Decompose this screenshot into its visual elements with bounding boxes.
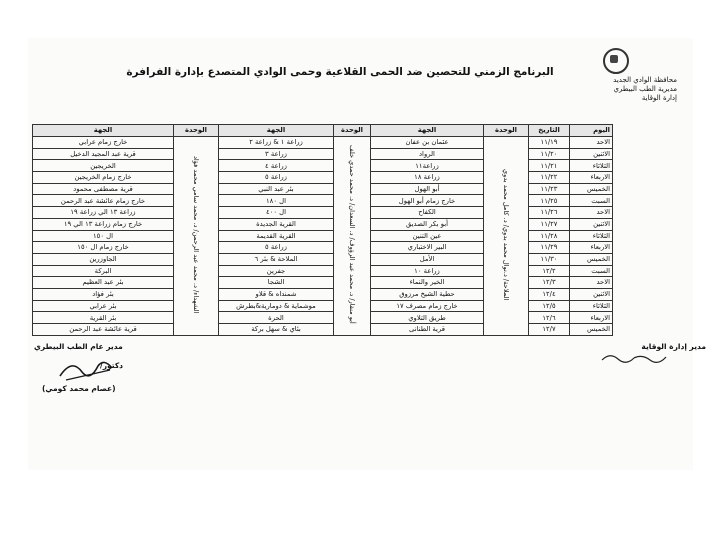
- cell-dest-1: خارج زمام أبو الهول: [371, 195, 484, 207]
- cell-date: ١١/٢١: [529, 160, 570, 172]
- cell-dest-3: بئر القرية: [33, 312, 174, 324]
- cell-day: السبت: [570, 195, 613, 207]
- cell-day: الاربعاء: [570, 172, 613, 184]
- col-unit-3: الوحدة: [174, 125, 219, 137]
- cell-date: ١٢/٥: [529, 300, 570, 312]
- cell-date: ١١/٢٩: [529, 242, 570, 254]
- cell-dest-1: طريق التلاوي: [371, 312, 484, 324]
- cell-date: ١٢/٤: [529, 288, 570, 300]
- cell-dest-2: القرية القديمة: [219, 230, 334, 242]
- col-dest-3: الجهة: [33, 125, 174, 137]
- cell-dest-3: ال ١٥٠: [33, 230, 174, 242]
- cell-day: الثلاثاء: [570, 160, 613, 172]
- cell-dest-2: موشماية & دومارية&بطرش: [219, 300, 334, 312]
- doctor-name: (عصام محمد كومي): [42, 384, 116, 393]
- cell-date: ١١/٢٨: [529, 230, 570, 242]
- cell-dest-2: بئر عبد النبي: [219, 183, 334, 195]
- cell-dest-1: الكفاح: [371, 207, 484, 219]
- cell-dest-2: شمنداه & قلاو: [219, 288, 334, 300]
- col-day: اليوم: [570, 125, 613, 137]
- cell-dest-1: عثمان بن عفان: [371, 137, 484, 149]
- cell-dest-1: قرية الطنانى: [371, 324, 484, 336]
- cell-dest-3: زراعة ١٣ الي زراعة ١٩: [33, 207, 174, 219]
- cell-dest-3: بئر فؤاد: [33, 288, 174, 300]
- cell-unit-2: [334, 137, 371, 336]
- col-unit-1: الوحدة: [484, 125, 529, 137]
- unit-1-label: الملاحة/ د.نوال محمد بدوي/ د. كامل محمد بدوي: [502, 168, 510, 300]
- header-governorate: محافظة الوادي الجديد: [613, 76, 677, 84]
- cell-dest-1: أبو بكر الصديق: [371, 218, 484, 230]
- cell-unit-1: [484, 137, 529, 336]
- cell-dest-2: زراعة ٥: [219, 172, 334, 184]
- signature-title-general-director: مدير عام الطب البيطري: [34, 342, 123, 351]
- col-dest-1: الجهة: [371, 125, 484, 137]
- signature-scribble-right: [600, 350, 670, 366]
- cell-dest-2: زراعة ١ & زراعة ٢: [219, 137, 334, 149]
- cell-day: الاحد: [570, 277, 613, 289]
- unit-3-label: الشهداء/ د. محمد عبد الرحمن/ د. محمد سامي محمد فؤاد: [192, 155, 200, 313]
- signature-title-prevention: مدير إدارة الوقاية: [641, 342, 706, 351]
- cell-day: الاحد: [570, 207, 613, 219]
- cell-dest-2: الحرة: [219, 312, 334, 324]
- cell-dest-2: القرية الجديدة: [219, 218, 334, 230]
- cell-day: الثلاثاء: [570, 300, 613, 312]
- cell-dest-3: قرية عبد المجيد الدخيل: [33, 148, 174, 160]
- cell-date: ١١/٢٣: [529, 183, 570, 195]
- cell-day: الاثنين: [570, 148, 613, 160]
- cell-date: ١٢/٢: [529, 265, 570, 277]
- cell-dest-3: خارج زمام عائشة عبد الرحمن: [33, 195, 174, 207]
- cell-dest-3: خارج زمام الخريجين: [33, 172, 174, 184]
- cell-dest-3: البركة: [33, 265, 174, 277]
- cell-day: الثلاثاء: [570, 230, 613, 242]
- cell-dest-2: ال ١٨٠: [219, 195, 334, 207]
- cell-dest-1: البير الاختباري: [371, 242, 484, 254]
- cell-date: ١٢/٧: [529, 324, 570, 336]
- doctor-label: دكتور/: [100, 361, 124, 370]
- header-department: إدارة الوقاية: [641, 94, 677, 102]
- ministry-logo: [603, 48, 629, 74]
- cell-day: الخميس: [570, 324, 613, 336]
- schedule-table: [32, 124, 613, 336]
- cell-dest-3: الجاوزرين: [33, 253, 174, 265]
- cell-date: ١١/٢٥: [529, 195, 570, 207]
- cell-dest-2: زراعة ٥: [219, 242, 334, 254]
- cell-date: ١١/٢٠: [529, 148, 570, 160]
- cell-dest-2: بئاي & سهل بركة: [219, 324, 334, 336]
- cell-dest-2: زراعة ٤: [219, 160, 334, 172]
- cell-day: الخميس: [570, 183, 613, 195]
- cell-day: الاحد: [570, 137, 613, 149]
- cell-dest-3: بئر عرابي: [33, 300, 174, 312]
- cell-dest-2: الملاحة & بئر ٦: [219, 253, 334, 265]
- cell-dest-2: ال ٤٠٠: [219, 207, 334, 219]
- cell-day: السبت: [570, 265, 613, 277]
- cell-unit-3: [174, 137, 219, 336]
- cell-dest-3: خارج زمام زراعة ١٣ الي ١٩: [33, 218, 174, 230]
- cell-date: ١١/٢٦: [529, 207, 570, 219]
- table-header-row: [33, 125, 613, 137]
- cell-dest-3: الخريجين: [33, 160, 174, 172]
- cell-dest-1: الرواد: [371, 148, 484, 160]
- cell-dest-3: بئر عبد العظيم: [33, 277, 174, 289]
- cell-day: الاثنين: [570, 218, 613, 230]
- cell-day: الاثنين: [570, 288, 613, 300]
- cell-dest-3: خارج زمام ال ١٥٠: [33, 242, 174, 254]
- schedule-body: [33, 137, 613, 336]
- table-row: [33, 137, 613, 149]
- cell-date: ١٢/٣: [529, 277, 570, 289]
- cell-date: ١١/٢٢: [529, 172, 570, 184]
- col-date: التاريخ: [529, 125, 570, 137]
- cell-dest-1: زراعة ١٠: [371, 265, 484, 277]
- cell-dest-1: الأمل: [371, 253, 484, 265]
- cell-dest-1: زراعة١١: [371, 160, 484, 172]
- cell-date: ١١/٣٠: [529, 253, 570, 265]
- cell-dest-3: خارج زمام عرابي: [33, 137, 174, 149]
- cell-dest-1: الخير والنماء: [371, 277, 484, 289]
- col-unit-2: الوحدة: [334, 125, 371, 137]
- unit-2-label: أبو منقار/ د. محمد عبد الرؤوف/ د. السعدان/ د. محمد حمدي خلف: [348, 144, 356, 324]
- cell-dest-1: خارج زمام مصرف ١٧: [371, 300, 484, 312]
- cell-dest-1: أبو الهول: [371, 183, 484, 195]
- cell-date: ١١/٢٧: [529, 218, 570, 230]
- cell-day: الاربعاء: [570, 242, 613, 254]
- cell-day: الاربعاء: [570, 312, 613, 324]
- cell-dest-3: قرية مصطفى محمود: [33, 183, 174, 195]
- cell-dest-3: قرية عائشة عبد الرحمن: [33, 324, 174, 336]
- cell-date: ١١/١٩: [529, 137, 570, 149]
- cell-date: ١٢/٦: [529, 312, 570, 324]
- header-directorate: مديرية الطب البيطري: [613, 85, 677, 93]
- cell-dest-2: زراعة ٣: [219, 148, 334, 160]
- cell-dest-1: عين التنين: [371, 230, 484, 242]
- cell-dest-1: حطية الشيخ مرزوق: [371, 288, 484, 300]
- cell-dest-2: جفرين: [219, 265, 334, 277]
- document-title: البرنامج الزمني للتحصين ضد الحمى القلاعية وحمى الوادي المتصدع بإدارة الفرافرة: [126, 66, 554, 78]
- cell-dest-2: الشجا: [219, 277, 334, 289]
- col-dest-2: الجهة: [219, 125, 334, 137]
- cell-day: الخميس: [570, 253, 613, 265]
- cell-dest-1: زراعة ١٨: [371, 172, 484, 184]
